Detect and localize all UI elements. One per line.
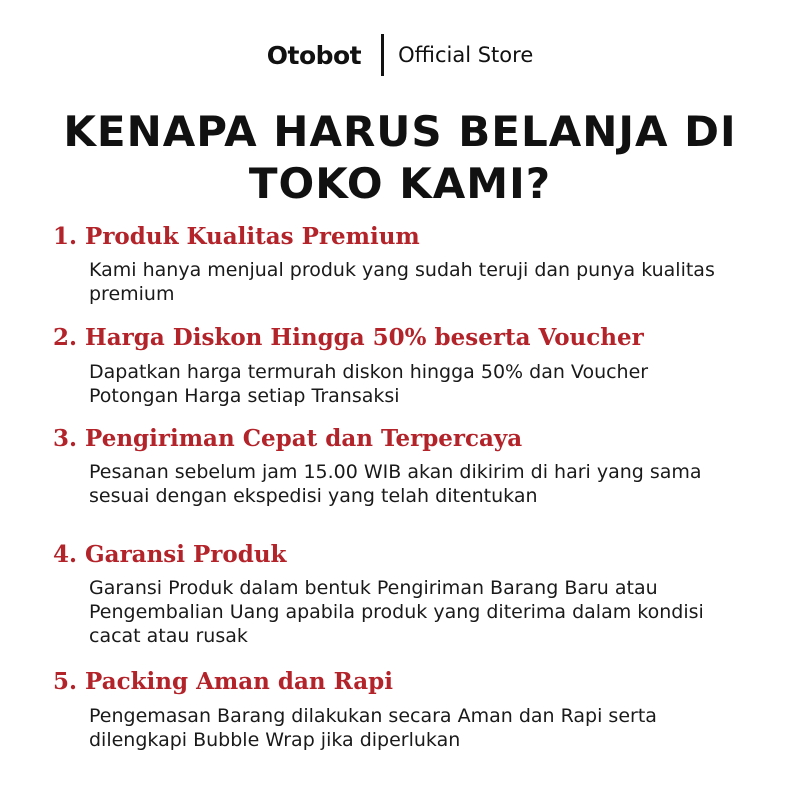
reason-description: Pengemasan Barang dilakukan secara Aman dan Rapi serta dilengkapi Bubble Wrap jika diperlukan <box>89 705 657 751</box>
reason-description: Pesanan sebelum jam 15.00 WIB akan dikirim di hari yang sama sesuai dengan ekspedisi yang telah ditentukan <box>89 461 702 507</box>
store-label: Official Store <box>398 43 534 67</box>
reason-description: Kami hanya menjual produk yang sudah teruji dan punya kualitas premium <box>89 259 715 305</box>
reason-title: 1. Produk Kualitas Premium <box>53 223 420 250</box>
headline-line-2: TOKO KAMI? <box>248 159 552 208</box>
reason-title: 4. Garansi Produk <box>53 541 287 568</box>
reason-title: 3. Pengiriman Cepat dan Terpercaya <box>53 425 523 452</box>
reason-description: Dapatkan harga termurah diskon hingga 50% dan Voucher Potongan Harga setiap Transaksi <box>89 361 649 407</box>
reason-title: 5. Packing Aman dan Rapi <box>53 668 393 695</box>
brand-name: Otobot <box>266 40 362 70</box>
reason-title: 2. Harga Diskon Hingga 50% beserta Voucher <box>53 324 644 351</box>
reason-description: Garansi Produk dalam bentuk Pengiriman Barang Baru atau Pengembalian Uang apabila produk yang diterima dalam kondisi cacat atau rusak <box>89 577 704 647</box>
headline-line-1: KENAPA HARUS BELANJA DI <box>63 107 737 156</box>
